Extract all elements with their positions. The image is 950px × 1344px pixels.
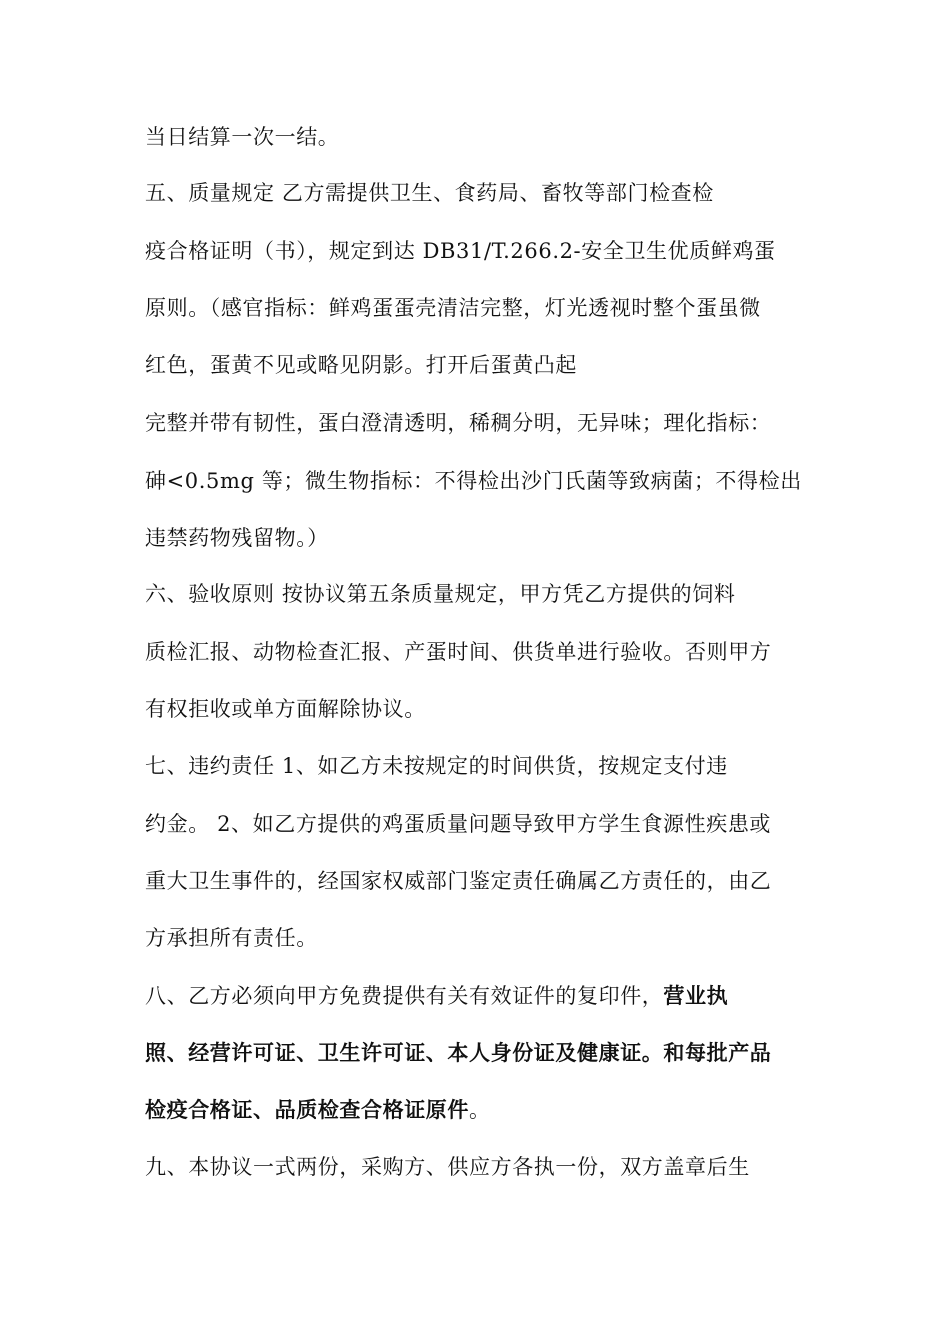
text-line: 完整并带有韧性，蛋白澄清透明，稀稠分明，无异味；理化指标： [145,411,772,435]
clause8-text: 。 [469,1098,491,1122]
clause8-line1 [145,982,728,1010]
text-line: 质检汇报、动物检查汇报、产蛋时间、供货单进行验收。否则甲方 [145,640,772,664]
text-line: 六、验收原则 按协议第五条质量规定，甲方凭乙方提供的饲料 [145,582,736,606]
text-line: 红色，蛋黄不见或略见阴影。打开后蛋黄凸起 [145,353,577,377]
clause8-line2: 照、经营许可证、卫生许可证、本人身份证及健康证。和每批产品 [145,1040,772,1065]
text-line: 方承担所有责任。 [145,926,318,950]
text-line: 重大卫生事件的，经国家权威部门鉴定责任确属乙方责任的，由乙 [145,869,772,893]
clause8-bold-text: 检疫合格证、品质检查合格证原件 [145,1097,469,1122]
clause8-bold-text: 营业执 [663,983,729,1008]
text-line: 疫合格证明（书），规定到达 DB31/T.266.2-安全卫生优质鲜鸡蛋 [145,239,776,263]
text-line: 原则。（感官指标：鲜鸡蛋蛋壳清洁完整，灯光透视时整个蛋虽微 [145,296,761,320]
text-line: 违禁药物残留物。） [145,526,329,550]
text-line: 七、违约责任 1、如乙方未按规定的时间供货，按规定支付违 [145,754,728,778]
clause8-line3 [145,1096,491,1124]
text-line: 有权拒收或单方面解除协议。 [145,697,426,721]
text-line: 约金。 2、如乙方提供的鸡蛋质量问题导致甲方学生食源性疾患或 [145,812,772,836]
text-line: 五、质量规定 乙方需提供卫生、食药局、畜牧等部门检查检 [145,181,714,205]
clause9-line: 九、本协议一式两份，采购方、供应方各执一份，双方盖章后生 [145,1155,750,1179]
text-line: 当日结算一次一结。 [145,125,340,149]
clause8-text: 八、乙方必须向甲方免费提供有关有效证件的复印件， [145,984,664,1008]
text-line: 砷<0.5mg 等；微生物指标：不得检出沙门氏菌等致病菌；不得检出 [145,469,802,493]
